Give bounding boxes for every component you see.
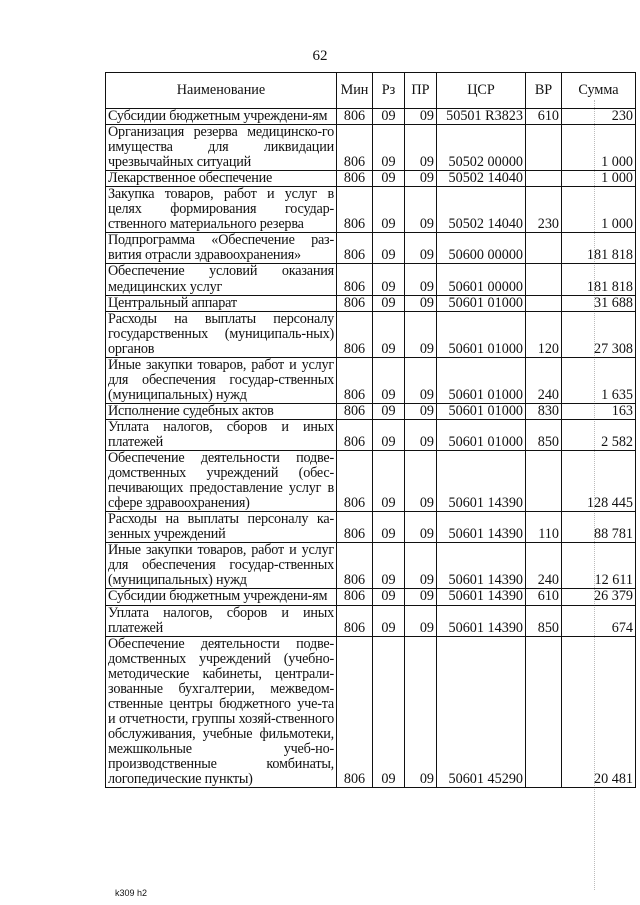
cell-pr: 09 <box>405 403 437 419</box>
cell-sum: 88 781 <box>562 512 636 543</box>
cell-vr: 850 <box>526 419 562 450</box>
cell-name: Иные закупки товаров, работ и услуг для обеспечения государ-ственных (муниципальных) нужд <box>106 357 337 403</box>
cell-name: Уплата налогов, сборов и иных платежей <box>106 419 337 450</box>
cell-vr <box>526 125 562 171</box>
table-row <box>106 403 636 419</box>
cell-pr: 09 <box>405 171 437 187</box>
table-row <box>106 233 636 264</box>
table-header-row <box>106 73 636 109</box>
cell-csr: 50600 00000 <box>437 233 526 264</box>
table-row <box>106 187 636 233</box>
cell-name: Обеспечение деятельности подве-домственных учреждений (обес-печивающих предоставление услуг в сфере здравоохранения) <box>106 451 337 512</box>
header-min: Мин <box>337 73 373 109</box>
cell-sum: 20 481 <box>562 636 636 787</box>
cell-min: 806 <box>337 636 373 787</box>
cell-min: 806 <box>337 171 373 187</box>
cell-pr: 09 <box>405 589 437 605</box>
header-vr: ВР <box>526 73 562 109</box>
cell-rz: 09 <box>373 512 405 543</box>
cell-vr <box>526 171 562 187</box>
cell-name: Подпрограмма «Обеспечение раз-вития отрасли здравоохранения» <box>106 233 337 264</box>
cell-csr: 50601 01000 <box>437 311 526 357</box>
cell-min: 806 <box>337 233 373 264</box>
cell-name: Закупка товаров, работ и услуг в целях формирования государ-ственного материального резерва <box>106 187 337 233</box>
cell-pr: 09 <box>405 605 437 636</box>
table-row <box>106 589 636 605</box>
cell-min: 806 <box>337 311 373 357</box>
table-row <box>106 171 636 187</box>
cell-name: Расходы на выплаты персоналу ка-зенных учреждений <box>106 512 337 543</box>
cell-rz: 09 <box>373 403 405 419</box>
cell-csr: 50601 01000 <box>437 403 526 419</box>
cell-pr: 09 <box>405 264 437 295</box>
cell-csr: 50601 14390 <box>437 543 526 589</box>
table-row <box>106 125 636 171</box>
cell-pr: 09 <box>405 233 437 264</box>
header-pr: ПР <box>405 73 437 109</box>
cell-rz: 09 <box>373 233 405 264</box>
cell-rz: 09 <box>373 451 405 512</box>
cell-csr: 50502 14040 <box>437 171 526 187</box>
cell-name: Субсидии бюджетным учреждени-ям <box>106 109 337 125</box>
table-row <box>106 357 636 403</box>
budget-table <box>105 72 636 788</box>
cell-vr: 120 <box>526 311 562 357</box>
cell-min: 806 <box>337 419 373 450</box>
table-row <box>106 264 636 295</box>
cell-pr: 09 <box>405 451 437 512</box>
cell-csr: 50601 14390 <box>437 451 526 512</box>
cell-sum: 230 <box>562 109 636 125</box>
cell-sum: 1 000 <box>562 171 636 187</box>
cell-rz: 09 <box>373 171 405 187</box>
cell-sum: 163 <box>562 403 636 419</box>
cell-name: Исполнение судебных актов <box>106 403 337 419</box>
table-row <box>106 419 636 450</box>
cell-csr: 50601 14390 <box>437 605 526 636</box>
cell-vr: 610 <box>526 109 562 125</box>
cell-min: 806 <box>337 264 373 295</box>
cell-vr <box>526 451 562 512</box>
cell-name: Центральный аппарат <box>106 295 337 311</box>
cell-pr: 09 <box>405 357 437 403</box>
table-row <box>106 636 636 787</box>
cell-sum: 1 000 <box>562 187 636 233</box>
header-sum: Сумма <box>562 73 636 109</box>
cell-min: 806 <box>337 403 373 419</box>
cell-vr: 240 <box>526 543 562 589</box>
cell-min: 806 <box>337 109 373 125</box>
header-rz: Рз <box>373 73 405 109</box>
table-row <box>106 451 636 512</box>
cell-name: Субсидии бюджетным учреждени-ям <box>106 589 337 605</box>
table-row <box>106 295 636 311</box>
table-row <box>106 543 636 589</box>
page-number: 62 <box>312 48 328 64</box>
cell-rz: 09 <box>373 125 405 171</box>
cell-pr: 09 <box>405 512 437 543</box>
cell-min: 806 <box>337 451 373 512</box>
cell-rz: 09 <box>373 543 405 589</box>
cell-csr: 50601 14390 <box>437 512 526 543</box>
cell-vr <box>526 636 562 787</box>
cell-min: 806 <box>337 187 373 233</box>
cell-csr: 50601 01000 <box>437 419 526 450</box>
cell-csr: 50601 14390 <box>437 589 526 605</box>
table-row <box>106 109 636 125</box>
cell-sum: 181 818 <box>562 264 636 295</box>
cell-pr: 09 <box>405 543 437 589</box>
cell-min: 806 <box>337 357 373 403</box>
cell-sum: 1 635 <box>562 357 636 403</box>
cell-min: 806 <box>337 589 373 605</box>
table-row <box>106 311 636 357</box>
cell-vr <box>526 233 562 264</box>
cell-rz: 09 <box>373 295 405 311</box>
cell-vr: 610 <box>526 589 562 605</box>
cell-pr: 09 <box>405 311 437 357</box>
cell-name: Лекарственное обеспечение <box>106 171 337 187</box>
cell-csr: 50601 00000 <box>437 264 526 295</box>
cell-name: Организация резерва медицинско-го имущества для ликвидации чрезвычайных ситуаций <box>106 125 337 171</box>
cell-min: 806 <box>337 512 373 543</box>
cell-csr: 50601 01000 <box>437 295 526 311</box>
cell-pr: 09 <box>405 187 437 233</box>
cell-rz: 09 <box>373 264 405 295</box>
cell-min: 806 <box>337 295 373 311</box>
cell-sum: 2 582 <box>562 419 636 450</box>
cell-csr: 50502 00000 <box>437 125 526 171</box>
cell-sum: 128 445 <box>562 451 636 512</box>
cell-sum: 1 000 <box>562 125 636 171</box>
cell-rz: 09 <box>373 187 405 233</box>
cell-vr: 850 <box>526 605 562 636</box>
cell-vr: 830 <box>526 403 562 419</box>
table-row <box>106 512 636 543</box>
cell-pr: 09 <box>405 419 437 450</box>
cell-min: 806 <box>337 543 373 589</box>
cell-vr: 110 <box>526 512 562 543</box>
cell-name: Иные закупки товаров, работ и услуг для обеспечения государ-ственных (муниципальных) нужд <box>106 543 337 589</box>
cell-sum: 674 <box>562 605 636 636</box>
cell-rz: 09 <box>373 419 405 450</box>
cell-rz: 09 <box>373 311 405 357</box>
cell-min: 806 <box>337 605 373 636</box>
cell-rz: 09 <box>373 605 405 636</box>
cell-rz: 09 <box>373 357 405 403</box>
cell-vr: 240 <box>526 357 562 403</box>
cell-vr <box>526 295 562 311</box>
cell-pr: 09 <box>405 636 437 787</box>
cell-min: 806 <box>337 125 373 171</box>
cell-rz: 09 <box>373 636 405 787</box>
cell-sum: 27 308 <box>562 311 636 357</box>
cell-csr: 50601 45290 <box>437 636 526 787</box>
cell-name: Обеспечение условий оказания медицинских услуг <box>106 264 337 295</box>
cell-rz: 09 <box>373 589 405 605</box>
cell-csr: 50502 14040 <box>437 187 526 233</box>
cell-vr: 230 <box>526 187 562 233</box>
cell-pr: 09 <box>405 109 437 125</box>
cell-rz: 09 <box>373 109 405 125</box>
header-csr: ЦСР <box>437 73 526 109</box>
cell-pr: 09 <box>405 125 437 171</box>
cell-sum: 31 688 <box>562 295 636 311</box>
cell-csr: 50501 R3823 <box>437 109 526 125</box>
table-row <box>106 605 636 636</box>
cell-vr <box>526 264 562 295</box>
cell-name: Обеспечение деятельности подве-домственных учреждений (учебно-методические кабинеты, централи-зованные бухгалтерии, межведом-ственные центры бюджетного уче-та и отчетности, группы хозяй-ственного обслуживания, учебные фильмотеки, межшкольные учеб-но-производственные комбинаты, логопедические пункты) <box>106 636 337 787</box>
cell-pr: 09 <box>405 295 437 311</box>
cell-name: Уплата налогов, сборов и иных платежей <box>106 605 337 636</box>
footer-code: k309 h2 <box>115 888 148 898</box>
cell-sum: 26 379 <box>562 589 636 605</box>
cell-sum: 12 611 <box>562 543 636 589</box>
cell-sum: 181 818 <box>562 233 636 264</box>
cell-name: Расходы на выплаты персоналу государственных (муниципаль-ных) органов <box>106 311 337 357</box>
cell-csr: 50601 01000 <box>437 357 526 403</box>
header-name: Наименование <box>106 73 337 109</box>
